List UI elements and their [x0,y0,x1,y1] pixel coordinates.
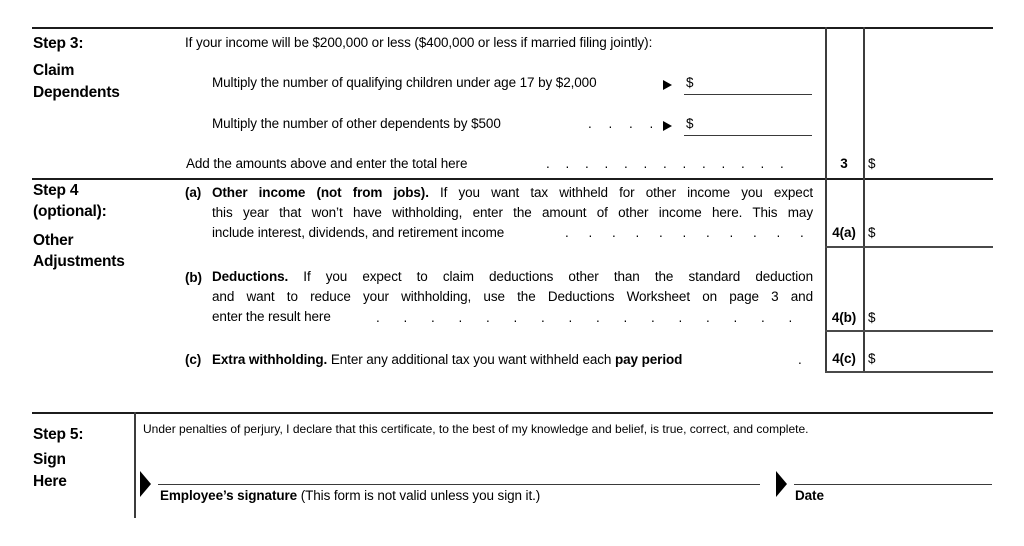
date-label: Date [795,488,824,503]
step3-subtitle-line2: Dependents [33,84,120,101]
step3-subtitle-line1: Claim [33,62,75,79]
arrow-right-icon [663,121,672,131]
line-4b-prefix: (b) [185,270,202,285]
dot-leader: . . . . [588,117,654,131]
step3-title: Step 3: [33,35,84,52]
qualifying-children-amount-input[interactable] [684,94,812,95]
dollar-sign: $ [686,75,694,90]
date-input[interactable] [794,484,992,485]
dot-leader: . . . . . . . . . . . . . [546,157,784,171]
step4-subtitle-line3: Adjustments [33,253,125,270]
line-4b-rest1: If you expect to claim deductions other than the standard deduction [303,269,813,284]
step3-intro-text: If your income will be $200,000 or less ($400,000 or less if married filing jointly): [185,35,653,50]
date-arrow-icon [776,471,787,497]
dot-leader: . [798,353,802,367]
line-3-amount-input[interactable] [868,150,993,176]
dollar-sign: $ [868,156,876,171]
step4-subtitle-line2: Other [33,232,74,249]
line-4c-middle: Enter any additional tax you want withheld each [330,352,612,367]
step3-step4-divider [32,178,993,180]
line-4c-lead: Extra withholding. [212,352,328,367]
line-4a-text-line3: include interest, dividends, and retirement income [212,225,505,240]
step4-title: Step 4 [33,182,79,199]
line-4b-text-line3: enter the result here [212,309,331,324]
dollar-sign: $ [868,310,876,325]
step5-top-border [32,412,993,414]
line-4c-prefix: (c) [185,352,202,367]
qualifying-children-text: Multiply the number of qualifying children under age 17 by $2,000 [212,75,597,90]
line-4b-lead: Deductions. [212,269,289,284]
dollar-sign: $ [868,351,876,366]
step5-title: Step 5: [33,426,84,443]
other-dependents-text: Multiply the number of other dependents by $500 [212,116,501,131]
line-4b-bottom-border [825,330,993,332]
step5-label-divider [134,412,136,518]
amount-column-left-border [863,27,865,373]
line-4b-number: 4(b) [831,310,857,325]
signature-arrow-icon [140,471,151,497]
add-total-text: Add the amounts above and enter the total here [186,156,468,171]
line-4a-lead: Other income (not from jobs). [212,185,429,200]
line-4c-text [212,353,682,367]
line-4a-text-line1 [212,183,813,203]
line-4a-number: 4(a) [832,225,856,240]
line-4a-text-line2: this year that won’t have withholding, enter the amount of other income here. This may [212,205,813,220]
dollar-sign: $ [686,116,694,131]
line-3-number: 3 [840,156,848,171]
dollar-sign: $ [868,225,876,240]
dot-leader: . . . . . . . . . . . [565,226,804,240]
line-4c-emphasis: pay period [615,352,683,367]
signature-label [160,489,540,503]
line-4c-number: 4(c) [832,351,856,366]
certification-text: Under penalties of perjury, I declare that this certificate, to the best of my knowledge and belief, is true, correct, and complete. [143,422,809,436]
line-4c-bottom-border [825,371,993,373]
signature-label-note: (This form is not valid unless you sign it.) [300,488,541,503]
line-4a-prefix: (a) [185,185,202,200]
line-4c-amount-input[interactable] [868,345,993,371]
step3-top-border [32,27,993,29]
step5-subtitle-line2: Here [33,473,67,490]
line-4a-amount-input[interactable] [868,218,993,244]
other-dependents-amount-input[interactable] [684,135,812,136]
dot-leader: . . . . . . . . . . . . . . . . [376,311,793,325]
arrow-right-icon [663,80,672,90]
line-4a-bottom-border [825,246,993,248]
employee-signature-input[interactable] [158,484,760,485]
line-4b-amount-input[interactable] [868,303,993,329]
line-4b-text-line1 [212,267,813,287]
signature-label-bold: Employee’s signature [160,488,298,503]
line-4a-rest1: If you want tax withheld for other income you expect [440,185,813,200]
step4-subtitle-line1: (optional): [33,203,107,220]
step5-subtitle-line1: Sign [33,451,66,468]
line-4b-text-line2: and want to reduce your withholding, use the Deductions Worksheet on page 3 and [212,289,813,304]
